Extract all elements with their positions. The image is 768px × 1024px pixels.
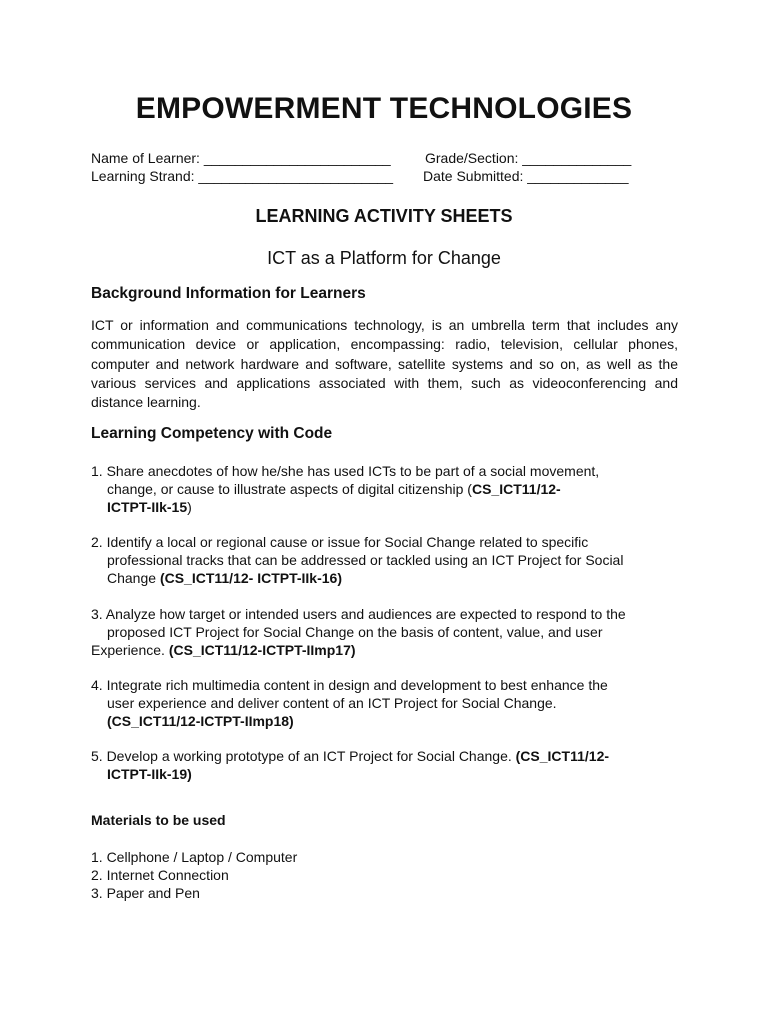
competency-item-text: 3. Analyze how target or intended users and audiences are expected to respond to the: [91, 606, 626, 622]
competency-code: CS_ICT11/12-: [471, 481, 561, 497]
competency-item-text: 4. Integrate rich multimedia content in design and development to best enhance the: [91, 677, 608, 693]
competency-item-1: [91, 462, 599, 516]
competency-code: (CS_ICT11/12- ICTPT-IIk-16): [159, 570, 342, 586]
competency-item-text: ): [187, 499, 192, 515]
competency-item-text: Change: [107, 570, 160, 586]
competency-item-5: [91, 747, 609, 783]
competency-item-text: Experience.: [91, 642, 169, 658]
competency-item-text: 2. Identify a local or regional cause or issue for Social Change related to specific: [91, 534, 589, 550]
background-heading: Background Information for Learners: [91, 285, 366, 302]
materials-list: [91, 848, 297, 902]
topic-heading: ICT as a Platform for Change: [267, 248, 501, 268]
competency-item-text: professional tracks that can be addressed or tackled using an ICT Project for Social: [107, 552, 624, 568]
materials-item: 3. Paper and Pen: [91, 885, 200, 901]
competency-code: (CS_ICT11/12-: [515, 748, 610, 764]
competency-code: (CS_ICT11/12-ICTPT-IImp18): [107, 713, 294, 729]
competency-item-text: 1. Share anecdotes of how he/she has used ICTs to be part of a social movement,: [91, 463, 600, 479]
competency-heading: Learning Competency with Code: [91, 425, 333, 442]
date-submitted-field: Date Submitted: _____________: [423, 168, 629, 184]
competency-item-2: [91, 533, 623, 587]
competency-item-text: change, or cause to illustrate aspects of digital citizenship (: [107, 481, 472, 497]
materials-heading: Materials to be used: [91, 812, 226, 828]
materials-item: 2. Internet Connection: [91, 867, 229, 883]
materials-item: 1. Cellphone / Laptop / Computer: [91, 849, 298, 865]
competency-item-text: user experience and deliver content of an ICT Project for Social Change.: [107, 695, 557, 711]
name-of-learner-field: Name of Learner: ________________________: [91, 150, 391, 166]
learning-strand-field: Learning Strand: _________________________: [91, 168, 394, 184]
competency-item-text: 5. Develop a working prototype of an ICT Project for Social Change.: [91, 748, 516, 764]
competency-item-4: [91, 676, 608, 730]
competency-item-text: proposed ICT Project for Social Change on the basis of content, value, and user: [107, 624, 603, 640]
competency-code: (CS_ICT11/12-ICTPT-IImp17): [168, 642, 356, 658]
grade-section-field: Grade/Section: ______________: [425, 150, 632, 166]
document-title: EMPOWERMENT TECHNOLOGIES: [135, 92, 633, 125]
sheet-heading: LEARNING ACTIVITY SHEETS: [255, 206, 513, 226]
background-paragraph: ICT or information and communications technology, is an umbrella term that includes any communication device or application, encompassing: radio, television, cellular phones, computer and network hardware and software, satellite systems and so on, as well as the various services and applications associated with them, such as videoconferencing and distance learning.: [91, 317, 678, 411]
competency-code: ICTPT-IIk-19): [107, 766, 192, 782]
competency-item-3: [91, 605, 626, 659]
competency-code: ICTPT-IIk-15: [107, 499, 188, 515]
